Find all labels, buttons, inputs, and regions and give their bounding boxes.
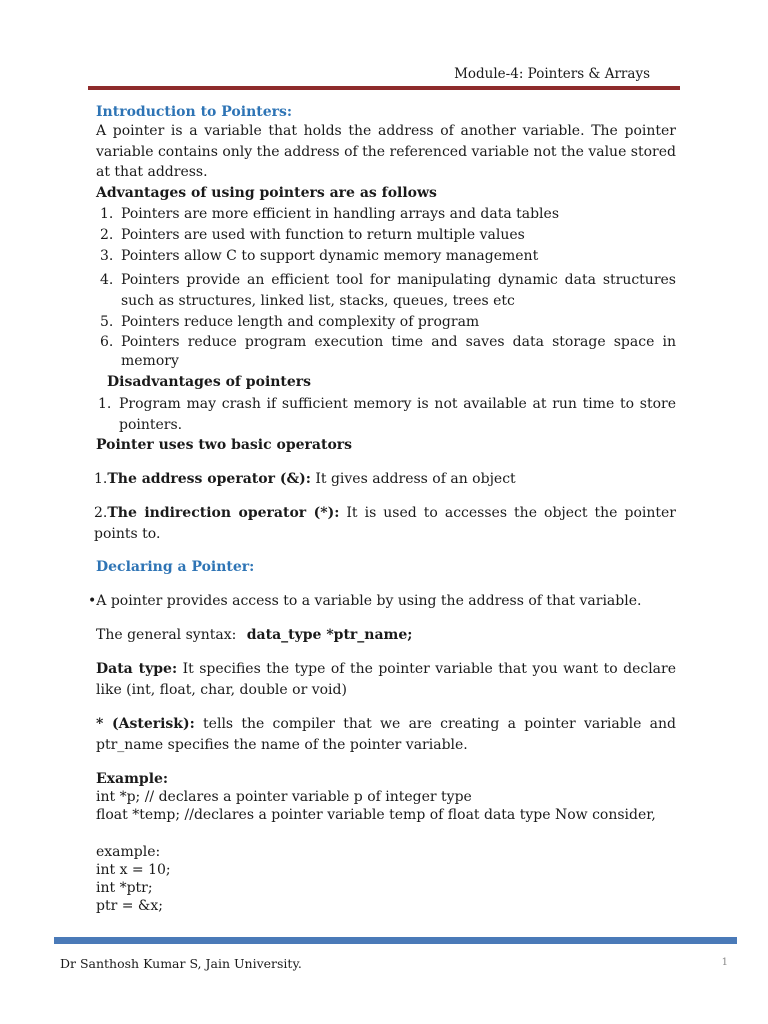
example-heading: Example:: [96, 771, 169, 787]
operator-item-indirection: [94, 503, 676, 544]
disadvantages-heading: Disadvantages of pointers: [107, 374, 312, 390]
header-rule: [88, 86, 680, 90]
declaring-heading: Declaring a Pointer:: [96, 559, 255, 575]
list-text: Pointers are more efficient in handling arrays and data tables: [121, 206, 560, 222]
footer-rule: [54, 937, 737, 944]
code-line: ptr = &x;: [96, 898, 163, 914]
list-text: Pointers provide an efficient tool for manipulating dynamic data structures such as structures, linked list, stacks, queues, trees etc: [121, 272, 676, 309]
disadvantage-item: [98, 394, 676, 436]
list-number: 1.: [94, 471, 108, 487]
declaring-bullet: [88, 591, 678, 612]
list-text: Program may crash if sufficient memory is not available at run time to store pointers.: [119, 396, 676, 433]
list-number: 3.: [100, 248, 114, 264]
list-text: Pointers reduce program execution time and saves data storage space in memory: [121, 334, 676, 369]
advantages-heading: Advantages of using pointers are as follows: [96, 185, 437, 201]
asterisk-paragraph: [96, 714, 676, 755]
list-number: 5.: [100, 314, 114, 330]
list-number: 1.: [100, 206, 114, 222]
advantage-item: [100, 333, 676, 373]
operator-text: It gives address of an object: [310, 471, 516, 487]
list-text: Pointers allow C to support dynamic memory management: [121, 248, 539, 264]
footer-author: Dr Santhosh Kumar S, Jain University.: [60, 956, 302, 971]
syntax-value: data_type *ptr_name;: [246, 627, 413, 643]
operators-heading: Pointer uses two basic operators: [96, 437, 353, 453]
advantage-item: [100, 204, 676, 225]
advantage-item: [100, 225, 676, 246]
code-line: float *temp; //declares a pointer variable temp of float data type Now consider,: [96, 807, 656, 823]
page-number: 1: [721, 957, 728, 968]
advantage-item: [100, 246, 676, 267]
page-header-title: Module-4: Pointers & Arrays: [454, 66, 650, 82]
list-number: 6.: [100, 334, 114, 350]
syntax-label: The general syntax:: [96, 627, 237, 643]
intro-paragraph: A pointer is a variable that holds the address of another variable. The pointer variable contains only the address of the referenced variable not the value stored at that address.: [96, 123, 676, 180]
list-text: Pointers are used with function to return multiple values: [121, 227, 525, 243]
datatype-paragraph: [96, 659, 676, 700]
list-number: 1.: [98, 396, 112, 412]
asterisk-text: tells the compiler that we are creating a pointer variable and ptr_name specifies the name of the pointer variable.: [96, 716, 677, 753]
syntax-line: [96, 625, 676, 646]
code-line: int *p; // declares a pointer variable p of integer type: [96, 789, 472, 805]
advantage-item: [100, 312, 676, 333]
operator-item-address: [94, 469, 676, 490]
code-line: example:: [96, 844, 161, 860]
list-number: 2.: [100, 227, 114, 243]
asterisk-label: * (Asterisk):: [96, 716, 195, 732]
operator-label: The address operator (&):: [107, 471, 311, 487]
operator-text: It is used to accesses the object the pointer points to.: [94, 505, 676, 542]
code-line: int *ptr;: [96, 880, 153, 896]
bullet-icon: •: [88, 593, 97, 609]
datatype-label: Data type:: [96, 661, 178, 677]
intro-heading: Introduction to Pointers:: [96, 104, 293, 120]
datatype-text: It specifies the type of the pointer variable that you want to declare like (int, float, char, double or void): [96, 661, 676, 698]
list-number: 4.: [100, 272, 114, 288]
code-line: int x = 10;: [96, 862, 171, 878]
list-number: 2.: [94, 505, 108, 521]
list-text: Pointers reduce length and complexity of program: [121, 314, 480, 330]
operator-label: The indirection operator (*):: [107, 505, 340, 521]
advantage-item: [100, 270, 676, 312]
bullet-text: A pointer provides access to a variable by using the address of that variable.: [96, 593, 642, 609]
